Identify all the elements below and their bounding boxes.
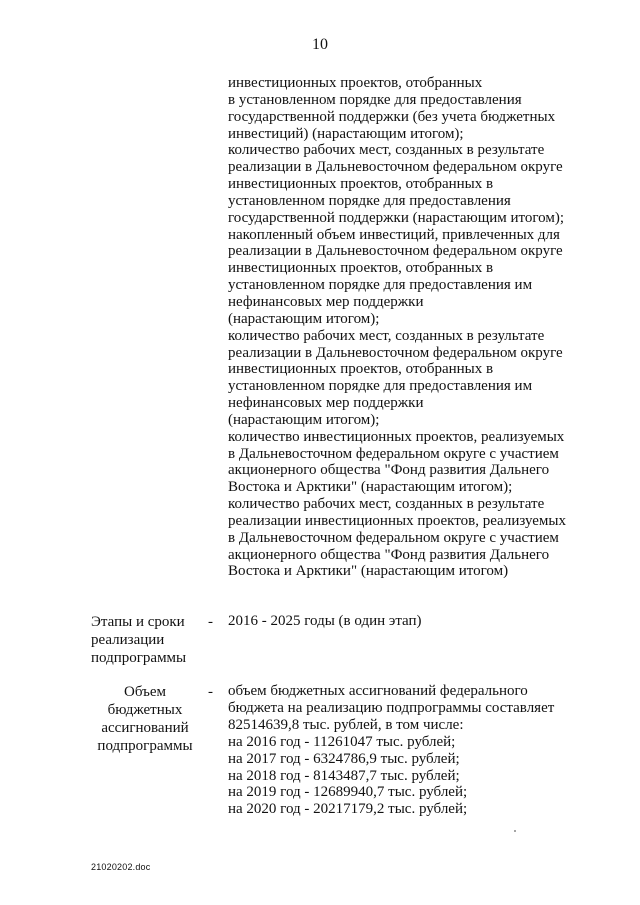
budget-value-line: 82514639,8 тыс. рублей, в том числе: — [228, 716, 464, 733]
indicator-line: количество рабочих мест, созданных в результате — [228, 496, 545, 513]
budget-value-line: на 2019 год - 12689940,7 тыс. рублей; — [228, 784, 468, 801]
budget-value-line: бюджета на реализацию подпрограммы составляет — [228, 699, 555, 716]
footer-file-code: 21020202.doc — [91, 862, 151, 872]
indicator-line: накопленный объем инвестиций, привлеченных для — [228, 226, 560, 243]
budget-label-line: подпрограммы — [97, 738, 193, 754]
indicator-line: в установленном порядке для предоставления — [228, 91, 522, 108]
budget-value-line: на 2018 год - 8143487,7 тыс. рублей; — [228, 767, 460, 784]
budget-dash: - — [208, 684, 213, 700]
stages-label-line: реализации — [91, 632, 165, 648]
indicator-line: Востока и Арктики" (нарастающим итогом) — [228, 563, 509, 580]
indicator-line: реализации в Дальневосточном федеральном округе — [228, 159, 563, 176]
indicator-line: акционерного общества "Фонд развития Дальнего — [228, 462, 550, 479]
indicator-line: (нарастающим итогом); — [228, 310, 380, 327]
indicator-line: в Дальневосточном федеральном округе с участием — [228, 529, 559, 546]
budget-value-line: на 2020 год - 20217179,2 тыс. рублей; — [228, 801, 468, 818]
indicator-line: реализации в Дальневосточном федеральном округе — [228, 344, 563, 361]
indicator-line: установленном порядке для предоставления — [228, 192, 511, 209]
indicator-line: количество рабочих мест, созданных в результате — [228, 142, 545, 159]
stages-label-line: Этапы и сроки — [91, 614, 185, 630]
indicator-line: инвестиционных проектов, отобранных в — [228, 260, 494, 277]
indicator-line: установленном порядке для предоставления им — [228, 277, 533, 294]
budget-value-line: на 2017 год - 6324786,9 тыс. рублей; — [228, 750, 460, 767]
stages-value-line: 2016 - 2025 годы (в один этап) — [228, 613, 422, 629]
indicator-line: Востока и Арктики" (нарастающим итогом); — [228, 479, 513, 496]
indicator-line: инвестиционных проектов, отобранных в — [228, 176, 494, 193]
indicator-line: количество инвестиционных проектов, реализуемых — [228, 428, 565, 445]
indicator-line: нефинансовых мер поддержки — [228, 293, 424, 310]
stages-dash: - — [208, 614, 213, 630]
stages-label-line: подпрограммы — [91, 650, 187, 666]
indicator-line: нефинансовых мер поддержки — [228, 395, 424, 412]
indicators-continuation — [228, 75, 568, 580]
stages-label — [91, 613, 199, 667]
indicator-line: количество рабочих мест, созданных в результате — [228, 327, 545, 344]
budget-label-line: Объем — [124, 684, 166, 700]
indicator-line: (нарастающим итогом); — [228, 411, 380, 428]
indicator-line: государственной поддержки (без учета бюджетных — [228, 108, 556, 125]
indicator-line: реализации в Дальневосточном федеральном округе — [228, 243, 563, 260]
indicator-line: в Дальневосточном федеральном округе с участием — [228, 445, 559, 462]
indicator-line: инвестиционных проектов, отобранных — [228, 75, 483, 91]
stages-value — [228, 613, 573, 630]
indicator-line: реализации инвестиционных проектов, реализуемых — [228, 512, 566, 529]
page-number: 10 — [312, 36, 328, 53]
indicator-line: установленном порядке для предоставления им — [228, 378, 533, 395]
indicator-line: государственной поддержки (нарастающим итогом); — [228, 209, 565, 226]
budget-value — [228, 683, 573, 818]
indicator-line: акционерного общества "Фонд развития Дальнего — [228, 546, 550, 563]
budget-label — [91, 683, 199, 755]
budget-value-line: на 2016 год - 11261047 тыс. рублей; — [228, 733, 456, 750]
indicator-line: инвестиционных проектов, отобранных в — [228, 361, 494, 378]
budget-label-line: бюджетных — [107, 702, 183, 718]
budget-value-line: объем бюджетных ассигнований федерального — [228, 683, 528, 699]
budget-label-line: ассигнований — [101, 720, 189, 736]
scan-speck — [514, 830, 516, 832]
indicator-line: инвестиций) (нарастающим итогом); — [228, 125, 464, 142]
